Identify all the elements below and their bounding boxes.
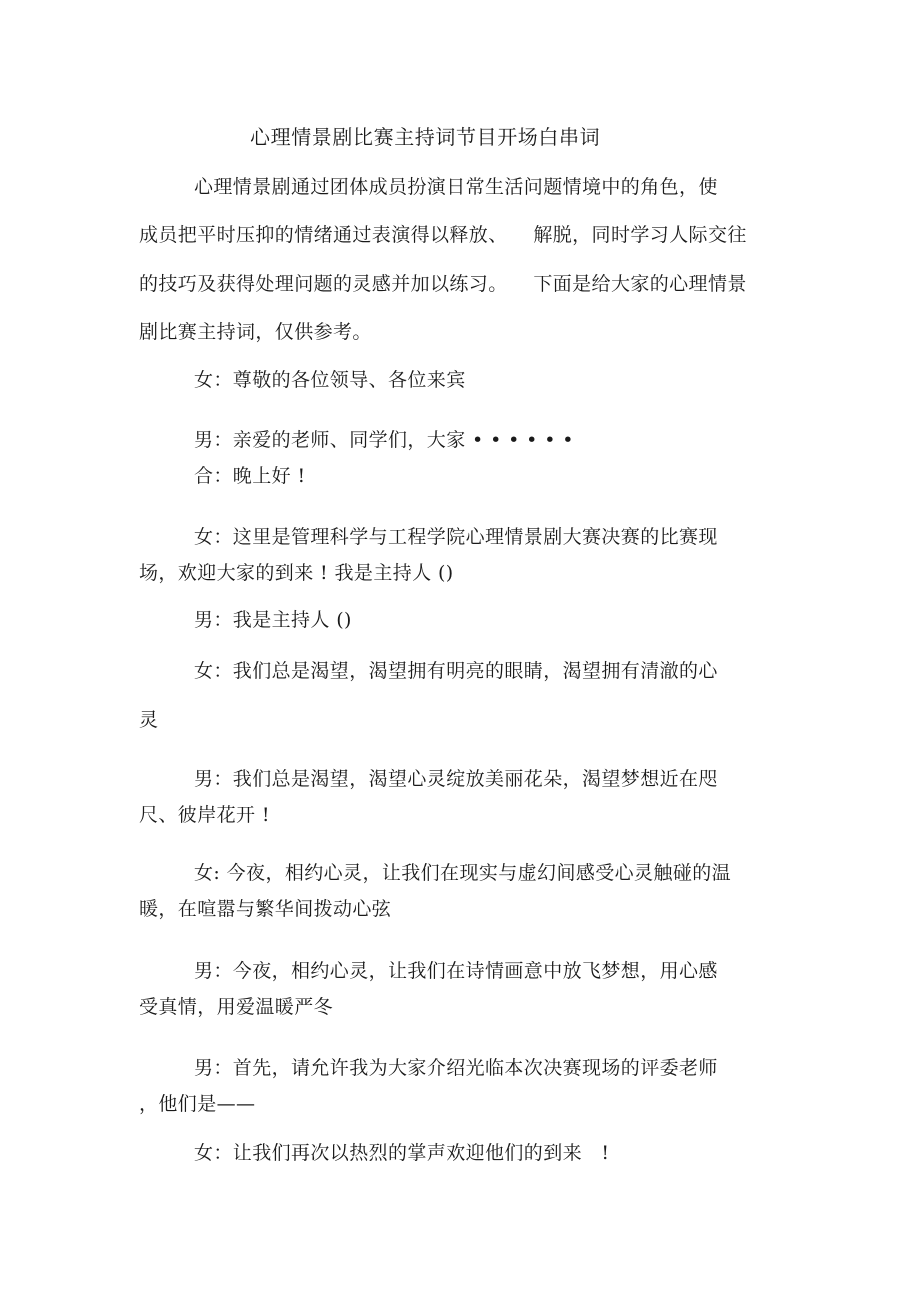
intro-line: 剧比赛主持词，仅供参考。: [139, 321, 372, 343]
script-line: 女: 今夜，相约心灵，让我们在现实与虚幻间感受心灵触碰的温: [194, 862, 732, 884]
intro-line: 心理情景剧通过团体成员扮演日常生活问题情境中的角色，使: [194, 176, 718, 198]
script-line: 合：晚上好 !: [194, 465, 306, 487]
script-line: 尺、彼岸花开 !: [139, 804, 270, 826]
script-line: 女：尊敬的各位领导、各位来宾: [194, 369, 466, 391]
script-line: 男：我们总是渴望，渴望心灵绽放美丽花朵，渴望梦想近在咫: [194, 768, 718, 790]
script-line: ，他们是——: [139, 1093, 256, 1115]
script-line: 灵: [139, 709, 159, 731]
intro-line: 成员把平时压抑的情绪通过表演得以释放、 解脱，同时学习人际交往: [139, 224, 747, 246]
script-line: 暖，在喧嚣与繁华间拨动心弦: [139, 898, 392, 920]
script-line: 女：我们总是渴望，渴望拥有明亮的眼睛，渴望拥有清澈的心: [194, 660, 718, 682]
script-line: 女：让我们再次以热烈的掌声欢迎他们的到来 !: [194, 1142, 610, 1164]
document-title: 心理情景剧比赛主持词节目开场白串词: [250, 125, 601, 149]
script-line: 男：今夜，相约心灵，让我们在诗情画意中放飞梦想，用心感: [194, 960, 718, 982]
script-line: 受真情，用爱温暖严冬: [139, 996, 334, 1018]
script-line: 场，欢迎大家的到来 ! 我是主持人 (): [139, 562, 454, 584]
script-line: 男：亲爱的老师、同学们，大家 • • • • • •: [194, 429, 574, 451]
script-line: 女：这里是管理科学与工程学院心理情景剧大赛决赛的比赛现: [194, 526, 718, 548]
script-line: 男：我是主持人 (): [194, 609, 352, 631]
script-line: 男：首先，请允许我为大家介绍光临本次决赛现场的评委老师: [194, 1057, 718, 1079]
intro-line: 的技巧及获得处理问题的灵感并加以练习。 下面是给大家的心理情景: [139, 273, 747, 295]
